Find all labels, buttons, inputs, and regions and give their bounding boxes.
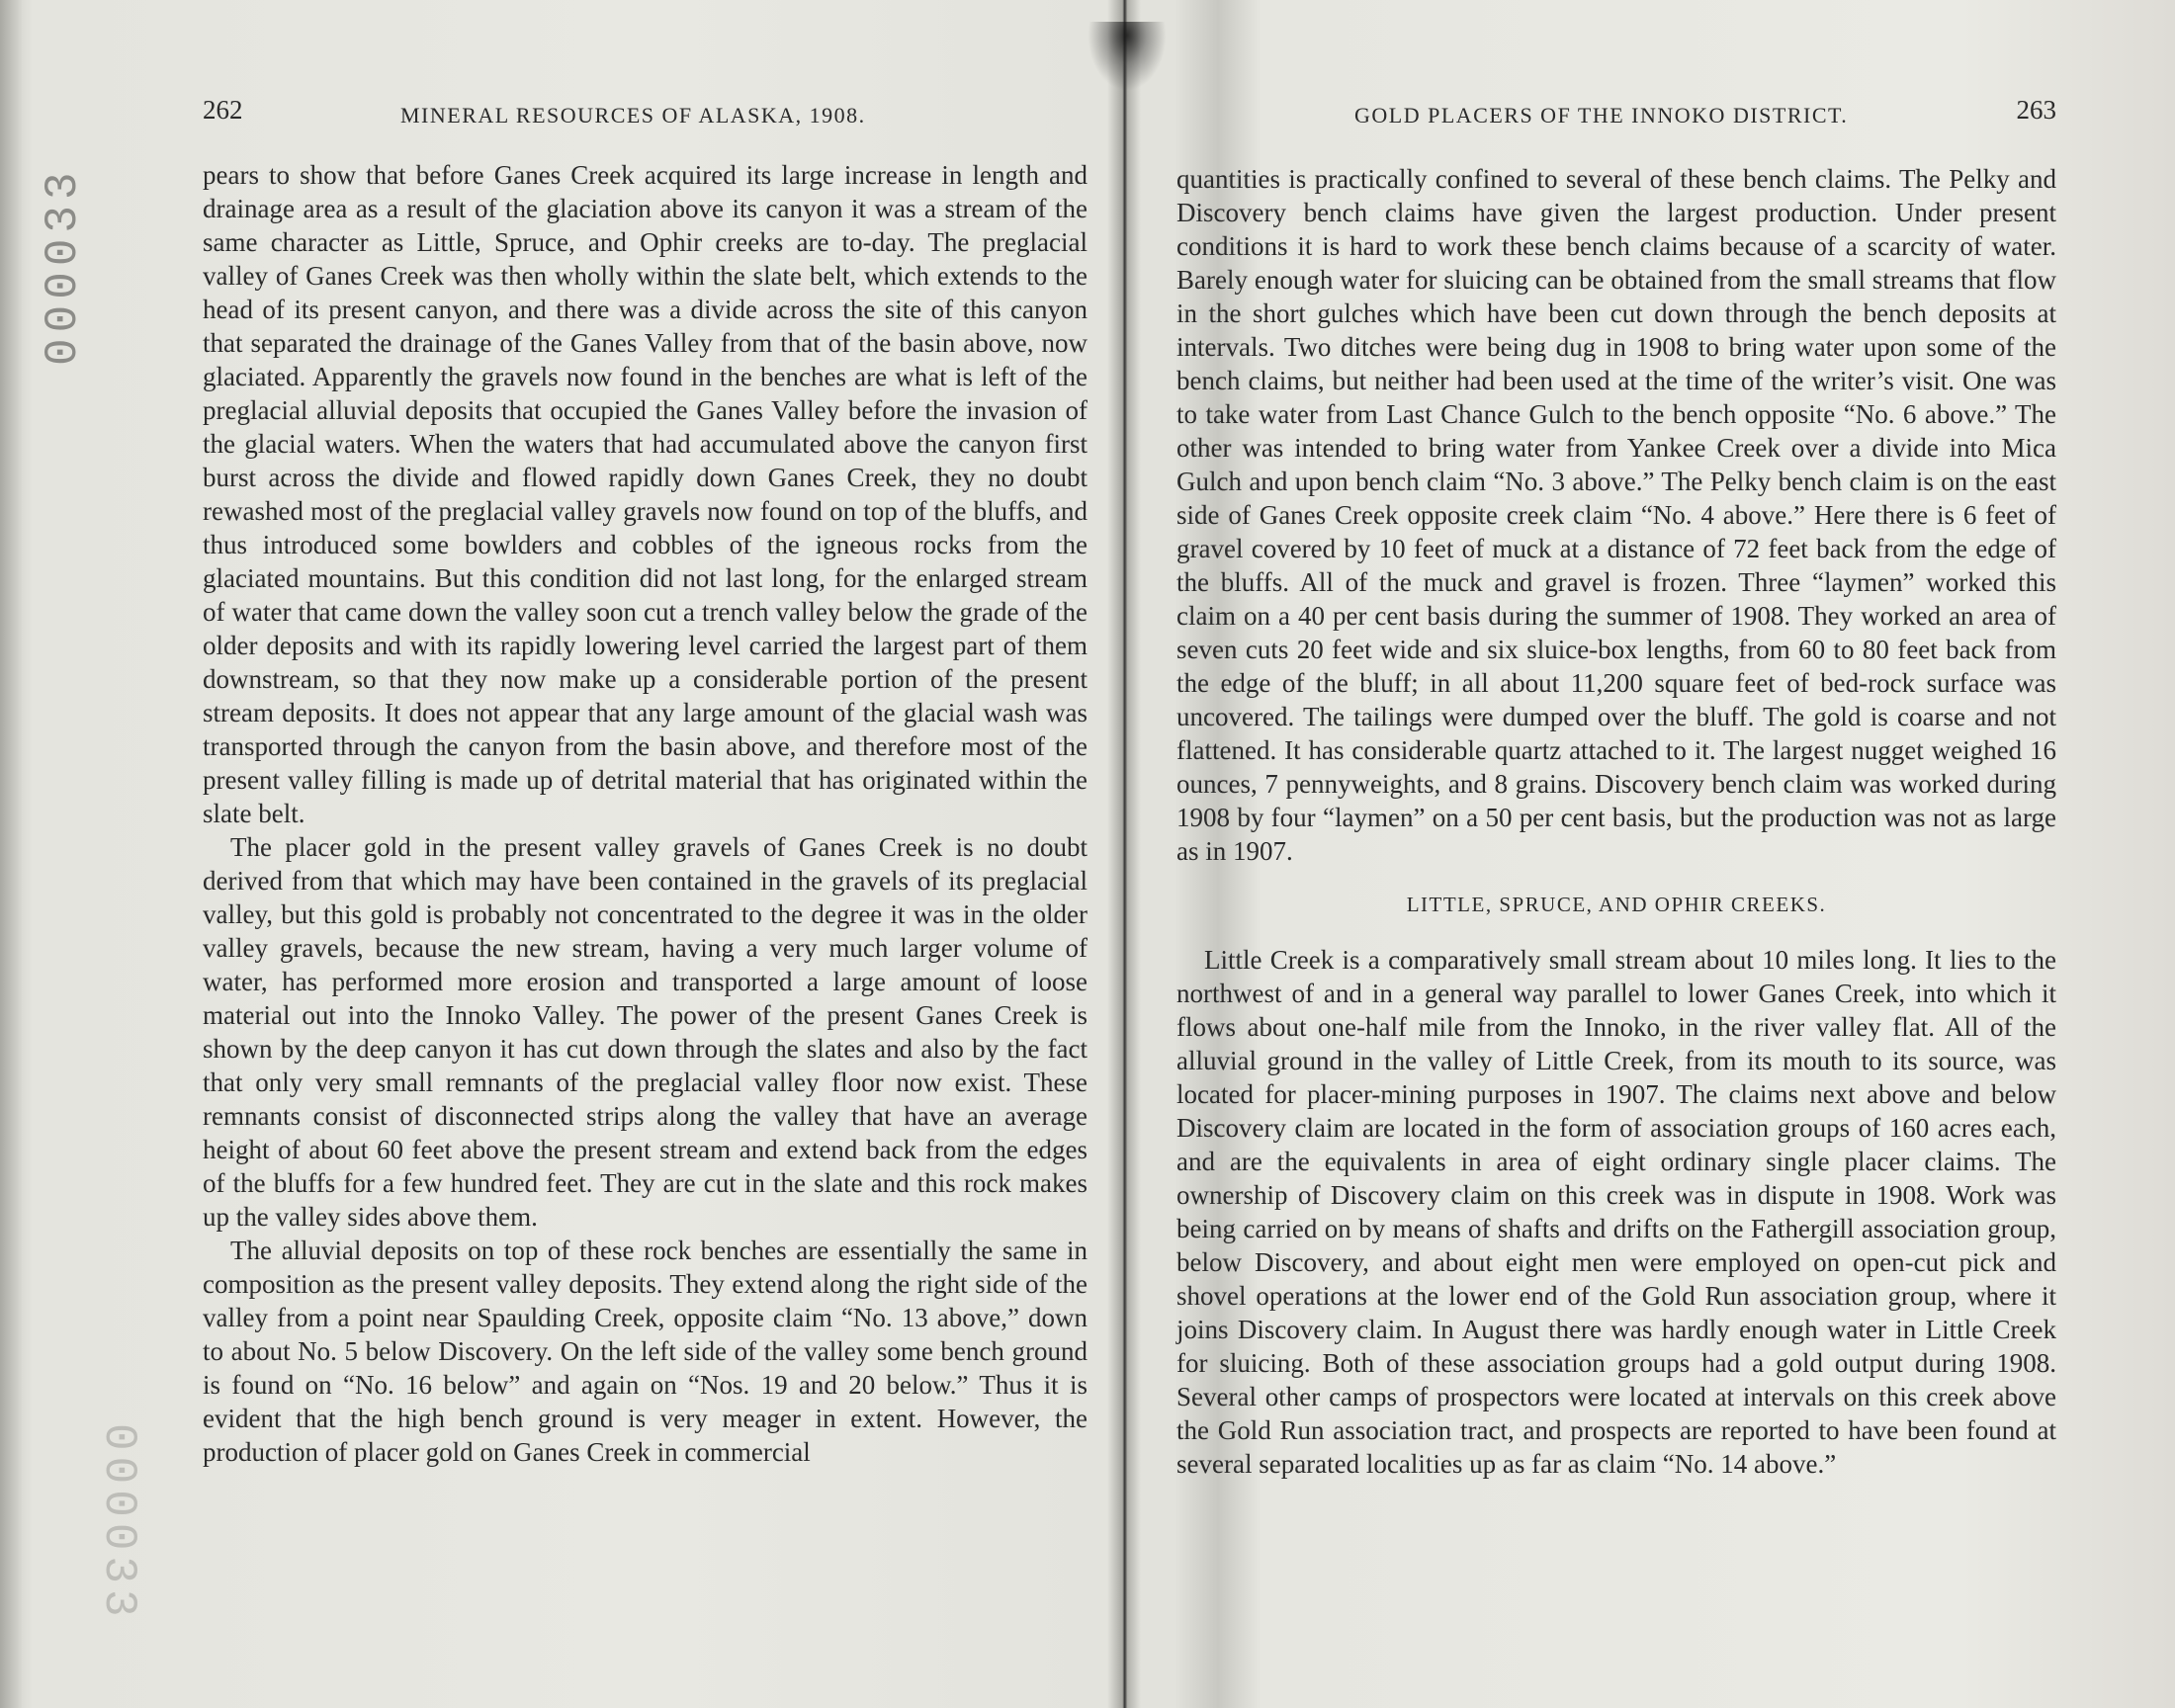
book-gutter [1107, 0, 1141, 1708]
section-heading: LITTLE, SPRUCE, AND OPHIR CREEKS. [1406, 893, 1827, 916]
running-head: MINERAL RESOURCES OF ALASKA, 1908. [400, 103, 866, 128]
paragraph: Little Creek is a comparatively small stream about 10 miles long. It lies to the northwest of and in a general way parallel to lower Ganes Creek, into which it flows about one-half mile from the Innoko, in the river valley flat. All of the alluvial ground in the valley of Little Creek, from its mouth to its source, was located for placer-mining purposes in 1907. The claims next above and below Discovery claim are located in the form of association groups of 160 acres each, and are the equivalents in area of eight ordinary single placer claims. The ownership of Discovery claim on this creek was in dispute in 1908. Work was being carried on by means of shafts and drifts on the Fathergill association group, below Discovery, and about eight men were employed on open-cut pick and shovel operations at the lower end of the Gold Run association group, where it joins Discovery claim. In August there was hardly enough water in Little Creek for sluicing. Both of these association groups had a gold output during 1908. Several other camps of prospectors were located at intervals on this creek above the Gold Run association tract, and prospects are reported to have been found at several separated localities up as far as claim “No. 14 above.” [1176, 945, 2056, 1479]
left-page-header [203, 95, 1088, 138]
paragraph: pears to show that before Ganes Creek acquired its large increase in length and drainage area as a result of the glaciation above its canyon it was a stream of the same character as Little, Spruce, and Ophir creeks are to-day. The preglacial valley of Ganes Creek was then wholly within the slate belt, which extends to the head of its present canyon, and there was a divide across the site of this canyon that separated the drainage of the Ganes Valley from that of the basin above, now glaciated. Apparently the gravels now found in the benches are what is left of the preglacial alluvial deposits that occupied the Ganes Valley before the invasion of the glacial waters. When the waters that had accumulated above the canyon first burst across the divide and flowed rapidly down Ganes Creek, they no doubt rewashed most of the preglacial valley gravels now found on top of the bluffs, and thus introduced some bowlders and cobbles of the igneous rocks from the glaciated mountains. But this condition did not last long, for the enlarged stream of water that came down the valley soon cut a trench valley below the grade of the older deposits and with its rapidly lowering level carried the largest part of them downstream, so that they now make up a considerable portion of the present stream deposits. It does not appear that any large amount of the glacial wash was transported through the canyon from the basin above, and therefore most of the present valley filling is made up of detrital material that has originated within the slate belt. [203, 160, 1088, 828]
paragraph: The placer gold in the present valley gravels of Ganes Creek is no doubt derived from that which may have been contained in the gravels of its preglacial valley, but this gold is probably not concentrated to the degree it was in the older valley gravels, because the new stream, having a very much larger volume of water, has performed more erosion and transported a large amount of loose material out into the Innoko Valley. The power of the present Ganes Creek is shown by the deep canyon it has cut down through the slates and also by the fact that only very small remnants of the preglacial valley floor now exist. These remnants consist of disconnected strips along the valley that have an average height of about 60 feet above the present stream and extend back from the edges of the bluffs for a few hundred feet. They are cut in the slate and this rock makes up the valley sides above them. [203, 832, 1088, 1232]
page-number: 263 [2016, 95, 2056, 125]
paragraph: quantities is practically confined to several of these bench claims. The Pelky and Discovery bench claims have given the largest production. Under present conditions it is hard to work these bench claims because of a scarcity of water. Barely enough water for sluicing can be obtained from the small streams that flow in the short gulches which have been cut down through the bench deposits at intervals. Two ditches were being dug in 1908 to bring water upon some of the bench claims, but neither had been used at the time of the writer’s visit. One was to take water from Last Chance Gulch to the bench opposite “No. 6 above.” The other was intended to bring water from Yankee Creek over a divide into Mica Gulch and upon bench claim “No. 3 above.” The Pelky bench claim is on the east side of Ganes Creek opposite creek claim “No. 4 above.” Here there is 6 feet of gravel covered by 10 feet of muck at a distance of 72 feet back from the edge of the bluffs. All of the muck and gravel is frozen. Three “laymen” worked this claim on a 40 per cent basis during the summer of 1908. They worked an area of seven cuts 20 feet wide and six sluice-box lengths, from 60 to 80 feet back from the edge of the bluff; in all about 11,200 square feet of bed-rock surface was uncovered. The tailings were dumped over the bluff. The gold is coarse and not flattened. It has considerable quartz attached to it. The largest nugget weighed 16 ounces, 7 pennyweights, and 8 grains. Discovery bench claim was worked during 1908 by four “laymen” on a 50 per cent basis, but the production was not as large as in 1907. [1176, 164, 2056, 866]
paragraph: The alluvial deposits on top of these rock benches are essentially the same in composition as the present valley deposits. They extend along the right side of the valley from a point near Spaulding Creek, opposite claim “No. 13 above,” down to about No. 5 below Discovery. On the left side of the valley some bench ground is found on “No. 16 below” and again on “Nos. 19 and 20 below.” Thus it is evident that the high bench ground is very meager in extent. However, the production of placer gold on Ganes Creek in commercial [203, 1236, 1088, 1467]
margin-stamp-ghost: 000033 [93, 1423, 144, 1623]
right-page [1176, 0, 2056, 1708]
gutter-binding-mark [1088, 22, 1167, 91]
right-page-header [1176, 95, 2056, 138]
page-edge-shadow [0, 0, 22, 1708]
left-page-body [203, 158, 1088, 1469]
left-page [203, 0, 1088, 1708]
margin-stamp-number: 000033 [38, 166, 89, 366]
running-head: GOLD PLACERS OF THE INNOKO DISTRICT. [1354, 103, 1849, 128]
page-number: 262 [203, 95, 243, 125]
right-page-body [1176, 162, 2056, 1481]
